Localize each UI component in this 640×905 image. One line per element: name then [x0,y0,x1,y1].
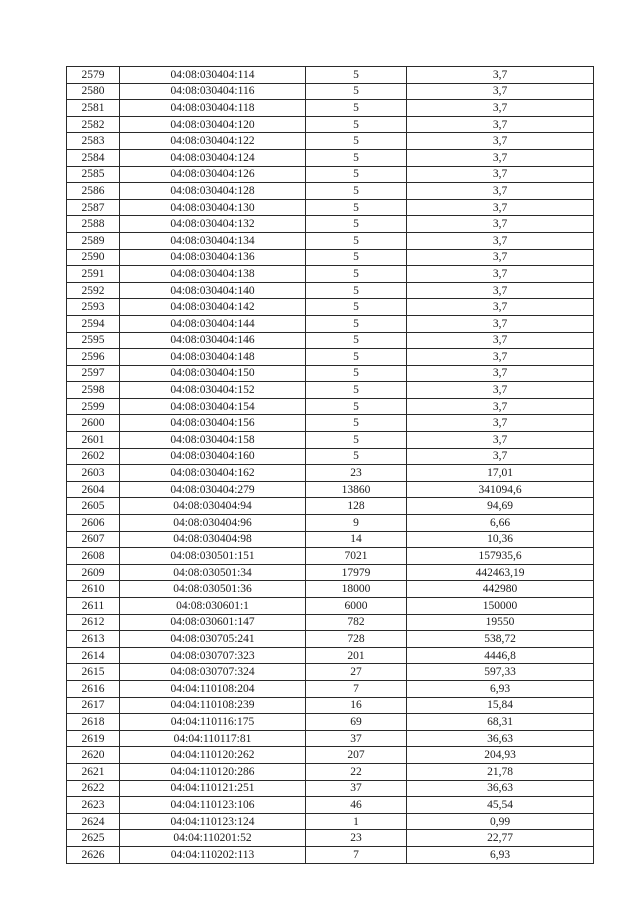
value-cell: 3,7 [407,166,594,183]
value-cell: 3,7 [407,67,594,84]
row-number-cell: 2598 [67,382,120,399]
quantity-cell: 23 [306,830,407,847]
cadastral-number-cell: 04:08:030404:128 [120,183,306,200]
table-row [67,515,594,532]
table-row [67,830,594,847]
row-number-cell: 2605 [67,498,120,515]
table-row [67,299,594,316]
quantity-cell: 7021 [306,548,407,565]
value-cell: 17,01 [407,465,594,482]
value-cell: 22,77 [407,830,594,847]
cadastral-number-cell: 04:08:030404:158 [120,432,306,449]
row-number-cell: 2596 [67,349,120,366]
value-cell: 4446,8 [407,647,594,664]
cadastral-number-cell: 04:08:030707:323 [120,647,306,664]
cadastral-number-cell: 04:04:110108:239 [120,697,306,714]
cadastral-number-cell: 04:08:030404:134 [120,232,306,249]
table-row [67,598,594,615]
table-row [67,382,594,399]
table-row [67,432,594,449]
table-row [67,614,594,631]
cadastral-number-cell: 04:08:030404:132 [120,216,306,233]
quantity-cell: 5 [306,365,407,382]
quantity-cell: 23 [306,465,407,482]
quantity-cell: 5 [306,149,407,166]
row-number-cell: 2623 [67,797,120,814]
quantity-cell: 5 [306,249,407,266]
quantity-cell: 5 [306,299,407,316]
row-number-cell: 2622 [67,780,120,797]
table-row [67,548,594,565]
cadastral-number-cell: 04:08:030404:150 [120,365,306,382]
table-row [67,448,594,465]
table-row [67,664,594,681]
table-row [67,813,594,830]
row-number-cell: 2601 [67,432,120,449]
table-row [67,797,594,814]
cadastral-number-cell: 04:04:110123:106 [120,797,306,814]
value-cell: 3,7 [407,266,594,283]
quantity-cell: 5 [306,282,407,299]
quantity-cell: 14 [306,531,407,548]
value-cell: 6,93 [407,680,594,697]
value-cell: 3,7 [407,216,594,233]
quantity-cell: 17979 [306,564,407,581]
quantity-cell: 5 [306,315,407,332]
row-number-cell: 2584 [67,149,120,166]
quantity-cell: 5 [306,432,407,449]
value-cell: 3,7 [407,349,594,366]
cadastral-number-cell: 04:08:030404:140 [120,282,306,299]
table-row [67,747,594,764]
cadastral-number-cell: 04:08:030501:36 [120,581,306,598]
row-number-cell: 2615 [67,664,120,681]
row-number-cell: 2619 [67,730,120,747]
table-row [67,647,594,664]
cadastral-number-cell: 04:08:030404:144 [120,315,306,332]
value-cell: 442463,19 [407,564,594,581]
value-cell: 3,7 [407,100,594,117]
row-number-cell: 2612 [67,614,120,631]
cadastral-number-cell: 04:08:030404:146 [120,332,306,349]
value-cell: 10,36 [407,531,594,548]
cadastral-number-cell: 04:04:110123:124 [120,813,306,830]
quantity-cell: 782 [306,614,407,631]
cadastral-number-cell: 04:04:110202:113 [120,846,306,863]
value-cell: 3,7 [407,249,594,266]
cadastral-number-cell: 04:08:030404:120 [120,116,306,133]
quantity-cell: 37 [306,730,407,747]
cadastral-number-cell: 04:08:030404:118 [120,100,306,117]
cadastral-number-cell: 04:08:030404:136 [120,249,306,266]
row-number-cell: 2597 [67,365,120,382]
cadastral-number-cell: 04:08:030404:154 [120,398,306,415]
table-row [67,581,594,598]
cadastral-number-cell: 04:08:030404:162 [120,465,306,482]
value-cell: 3,7 [407,183,594,200]
quantity-cell: 5 [306,382,407,399]
cadastral-number-cell: 04:04:110117:81 [120,730,306,747]
row-number-cell: 2586 [67,183,120,200]
cadastral-number-cell: 04:08:030404:279 [120,481,306,498]
value-cell: 45,54 [407,797,594,814]
table-row [67,199,594,216]
table-row [67,763,594,780]
value-cell: 3,7 [407,299,594,316]
cadastral-number-cell: 04:08:030404:160 [120,448,306,465]
row-number-cell: 2607 [67,531,120,548]
cadastral-number-cell: 04:08:030501:34 [120,564,306,581]
quantity-cell: 5 [306,232,407,249]
value-cell: 6,66 [407,515,594,532]
row-number-cell: 2588 [67,216,120,233]
quantity-cell: 5 [306,349,407,366]
value-cell: 150000 [407,598,594,615]
table-row [67,232,594,249]
value-cell: 3,7 [407,232,594,249]
quantity-cell: 201 [306,647,407,664]
row-number-cell: 2616 [67,680,120,697]
row-number-cell: 2592 [67,282,120,299]
row-number-cell: 2595 [67,332,120,349]
quantity-cell: 5 [306,67,407,84]
quantity-cell: 5 [306,116,407,133]
row-number-cell: 2599 [67,398,120,415]
quantity-cell: 5 [306,100,407,117]
cadastral-number-cell: 04:08:030404:114 [120,67,306,84]
value-cell: 19550 [407,614,594,631]
row-number-cell: 2625 [67,830,120,847]
row-number-cell: 2594 [67,315,120,332]
value-cell: 3,7 [407,116,594,133]
table-row [67,465,594,482]
quantity-cell: 7 [306,680,407,697]
value-cell: 3,7 [407,432,594,449]
value-cell: 3,7 [407,133,594,150]
table-row [67,680,594,697]
value-cell: 15,84 [407,697,594,714]
row-number-cell: 2583 [67,133,120,150]
cadastral-number-cell: 04:08:030404:96 [120,515,306,532]
value-cell: 3,7 [407,398,594,415]
quantity-cell: 22 [306,763,407,780]
quantity-cell: 5 [306,415,407,432]
value-cell: 341094,6 [407,481,594,498]
row-number-cell: 2618 [67,714,120,731]
table-row [67,531,594,548]
quantity-cell: 69 [306,714,407,731]
value-cell: 3,7 [407,382,594,399]
quantity-cell: 1 [306,813,407,830]
value-cell: 36,63 [407,780,594,797]
row-number-cell: 2617 [67,697,120,714]
quantity-cell: 207 [306,747,407,764]
table-row [67,398,594,415]
table-row [67,166,594,183]
quantity-cell: 9 [306,515,407,532]
value-cell: 3,7 [407,315,594,332]
value-cell: 204,93 [407,747,594,764]
table-row [67,697,594,714]
row-number-cell: 2604 [67,481,120,498]
cadastral-number-cell: 04:08:030404:156 [120,415,306,432]
table-row [67,67,594,84]
table-row [67,332,594,349]
table-row [67,133,594,150]
row-number-cell: 2626 [67,846,120,863]
value-cell: 94,69 [407,498,594,515]
cadastral-number-cell: 04:04:110120:262 [120,747,306,764]
row-number-cell: 2587 [67,199,120,216]
value-cell: 442980 [407,581,594,598]
quantity-cell: 5 [306,133,407,150]
quantity-cell: 18000 [306,581,407,598]
quantity-cell: 128 [306,498,407,515]
quantity-cell: 13860 [306,481,407,498]
value-cell: 36,63 [407,730,594,747]
cadastral-number-cell: 04:08:030501:151 [120,548,306,565]
quantity-cell: 16 [306,697,407,714]
value-cell: 3,7 [407,415,594,432]
row-number-cell: 2591 [67,266,120,283]
value-cell: 68,31 [407,714,594,731]
row-number-cell: 2613 [67,631,120,648]
cadastral-number-cell: 04:08:030404:130 [120,199,306,216]
cadastral-number-cell: 04:08:030404:148 [120,349,306,366]
quantity-cell: 5 [306,83,407,100]
cadastral-number-cell: 04:08:030601:147 [120,614,306,631]
cadastral-number-cell: 04:08:030404:124 [120,149,306,166]
table-row [67,498,594,515]
cadastral-number-cell: 04:08:030404:94 [120,498,306,515]
cadastral-number-cell: 04:08:030404:152 [120,382,306,399]
value-cell: 3,7 [407,332,594,349]
table-row [67,249,594,266]
row-number-cell: 2610 [67,581,120,598]
table-row [67,365,594,382]
value-cell: 3,7 [407,365,594,382]
row-number-cell: 2608 [67,548,120,565]
cadastral-number-cell: 04:08:030404:138 [120,266,306,283]
table-row [67,415,594,432]
cadastral-number-cell: 04:08:030707:324 [120,664,306,681]
value-cell: 157935,6 [407,548,594,565]
cadastral-number-cell: 04:08:030601:1 [120,598,306,615]
table-row [67,183,594,200]
row-number-cell: 2602 [67,448,120,465]
data-table [66,66,594,864]
quantity-cell: 7 [306,846,407,863]
value-cell: 6,93 [407,846,594,863]
row-number-cell: 2609 [67,564,120,581]
quantity-cell: 37 [306,780,407,797]
table-row [67,83,594,100]
table-row [67,714,594,731]
quantity-cell: 5 [306,166,407,183]
table-row [67,780,594,797]
row-number-cell: 2621 [67,763,120,780]
row-number-cell: 2585 [67,166,120,183]
row-number-cell: 2582 [67,116,120,133]
table-row [67,282,594,299]
cadastral-number-cell: 04:04:110120:286 [120,763,306,780]
table-row [67,349,594,366]
cadastral-number-cell: 04:08:030404:116 [120,83,306,100]
table-row [67,149,594,166]
cadastral-number-cell: 04:08:030404:98 [120,531,306,548]
quantity-cell: 5 [306,216,407,233]
table-row [67,631,594,648]
table-row [67,216,594,233]
cadastral-number-cell: 04:04:110121:251 [120,780,306,797]
table-row [67,315,594,332]
table-row [67,266,594,283]
table-row [67,100,594,117]
table-row [67,846,594,863]
row-number-cell: 2606 [67,515,120,532]
quantity-cell: 6000 [306,598,407,615]
row-number-cell: 2600 [67,415,120,432]
quantity-cell: 5 [306,183,407,200]
value-cell: 538,72 [407,631,594,648]
value-cell: 597,33 [407,664,594,681]
quantity-cell: 5 [306,199,407,216]
table-row [67,730,594,747]
row-number-cell: 2581 [67,100,120,117]
cadastral-number-cell: 04:04:110116:175 [120,714,306,731]
row-number-cell: 2624 [67,813,120,830]
cadastral-number-cell: 04:08:030705:241 [120,631,306,648]
value-cell: 0,99 [407,813,594,830]
value-cell: 3,7 [407,149,594,166]
table-row [67,481,594,498]
quantity-cell: 5 [306,332,407,349]
cadastral-number-cell: 04:04:110108:204 [120,680,306,697]
row-number-cell: 2579 [67,67,120,84]
row-number-cell: 2603 [67,465,120,482]
cadastral-number-cell: 04:04:110201:52 [120,830,306,847]
quantity-cell: 46 [306,797,407,814]
table-row [67,564,594,581]
table-row [67,116,594,133]
quantity-cell: 27 [306,664,407,681]
quantity-cell: 5 [306,448,407,465]
quantity-cell: 728 [306,631,407,648]
value-cell: 3,7 [407,448,594,465]
table-body [67,67,594,864]
row-number-cell: 2589 [67,232,120,249]
quantity-cell: 5 [306,398,407,415]
value-cell: 3,7 [407,282,594,299]
row-number-cell: 2614 [67,647,120,664]
cadastral-number-cell: 04:08:030404:126 [120,166,306,183]
cadastral-number-cell: 04:08:030404:142 [120,299,306,316]
quantity-cell: 5 [306,266,407,283]
cadastral-number-cell: 04:08:030404:122 [120,133,306,150]
row-number-cell: 2580 [67,83,120,100]
value-cell: 21,78 [407,763,594,780]
row-number-cell: 2593 [67,299,120,316]
row-number-cell: 2620 [67,747,120,764]
value-cell: 3,7 [407,199,594,216]
row-number-cell: 2611 [67,598,120,615]
value-cell: 3,7 [407,83,594,100]
row-number-cell: 2590 [67,249,120,266]
